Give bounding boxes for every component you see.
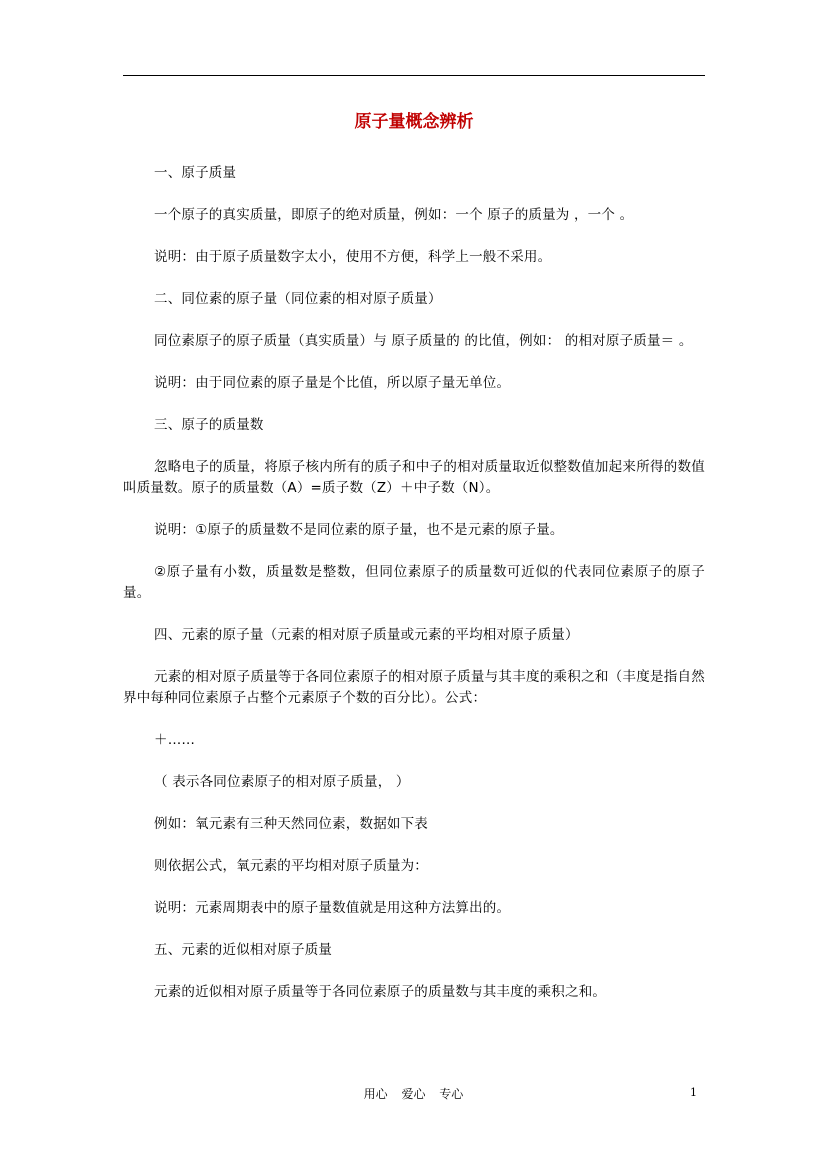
section-heading-3: 三、原子的质量数 [154,417,264,433]
formula-explanation: （ 表示各同位素原子的相对原子质量， ） [154,774,410,790]
paragraph: 忽略电子的质量，将原子核内所有的质子和中子的相对质量取近似整数值加起来所得的数值叫质量数。原子的质量数（A）=质子数（Z）＋中子数（N）。 [123,459,705,496]
section-heading-5: 五、元素的近似相对原子质量 [154,942,333,958]
header-rule [123,75,705,76]
note-paragraph: 说明：元素周期表中的原子量数值就是用这种方法算出的。 [154,900,511,916]
paragraph: 元素的相对原子质量等于各同位素原子的相对原子质量与其丰度的乘积之和（丰度是指自然界中每种同位素原子占整个元素原子个数的百分比）。公式： [123,669,705,706]
paragraph: 则依据公式，氧元素的平均相对原子质量为： [154,858,428,874]
paragraph: 一个原子的真实质量，即原子的绝对质量，例如：一个 原子的质量为 ，一个 。 [154,207,634,223]
page-number: 1 [690,1086,697,1099]
footer-slogan: 用心 爱心 专心 [363,1087,464,1101]
paragraph: 例如：氧元素有三种天然同位素，数据如下表 [154,816,428,832]
note-paragraph: ②原子量有小数，质量数是整数，但同位素原子的质量数可近似的代表同位素原子的原子量。 [123,564,705,601]
section-heading-4: 四、元素的原子量（元素的相对原子质量或元素的平均相对原子质量） [154,627,579,643]
note-paragraph: 说明：由于同位素的原子量是个比值，所以原子量无单位。 [154,375,511,391]
paragraph: 元素的近似相对原子质量等于各同位素原子的质量数与其丰度的乘积之和。 [154,984,607,1000]
note-paragraph: 说明：①原子的质量数不是同位素的原子量，也不是元素的原子量。 [154,522,564,538]
note-paragraph: 说明：由于原子质量数字太小，使用不方便，科学上一般不采用。 [154,249,552,265]
paragraph: 同位素原子的原子质量（真实质量）与 原子质量的 的比值，例如： 的相对原子质量＝ 。 [154,333,693,349]
section-heading-1: 一、原子质量 [154,165,237,181]
document-body [123,163,705,1024]
section-heading-2: 二、同位素的原子量（同位素的相对原子质量） [154,291,442,307]
formula-line: ＋…… [154,732,196,748]
document-title: 原子量概念辨析 [354,112,474,132]
